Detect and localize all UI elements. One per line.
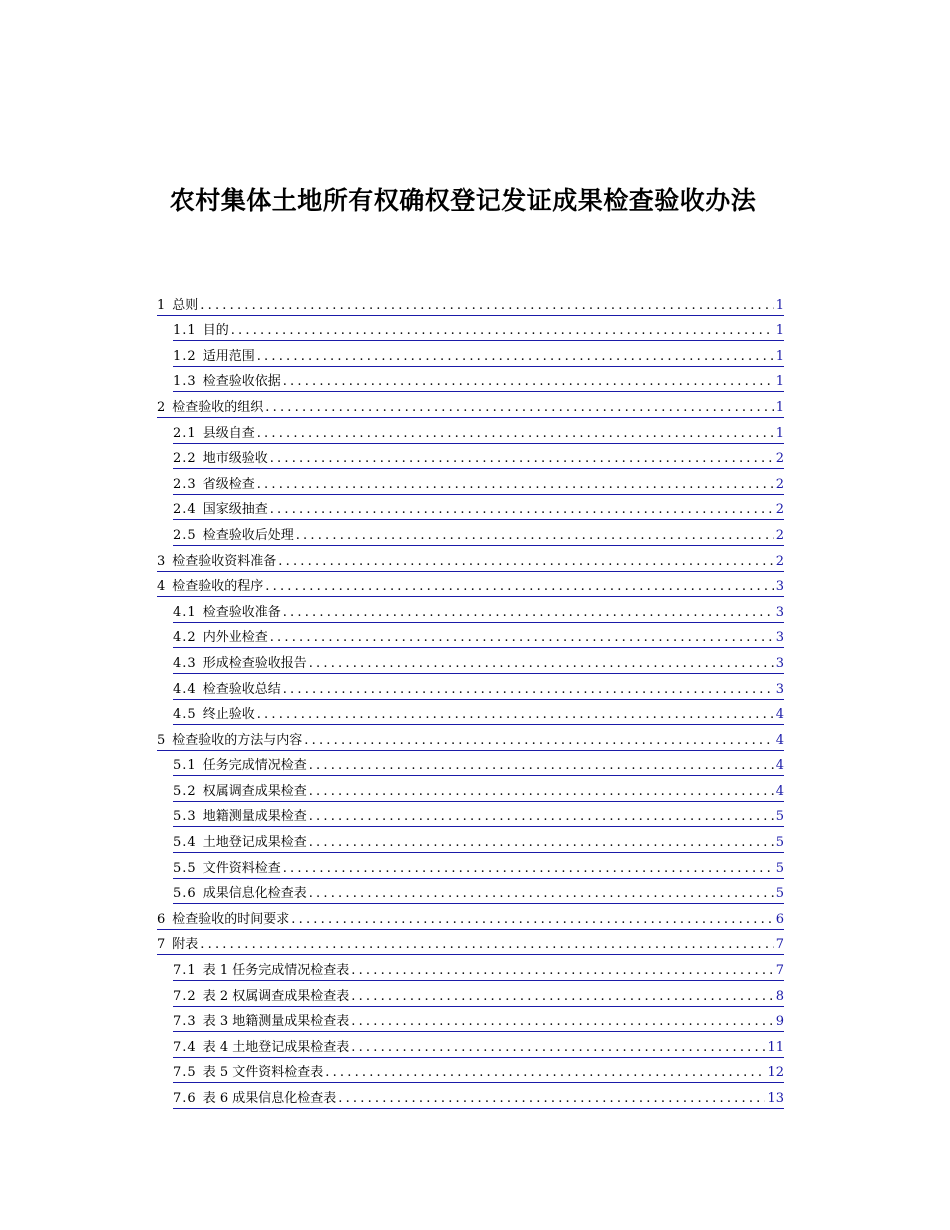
toc-page-number: 3 [775,655,784,671]
toc-entry-number: 4.2 [173,630,197,646]
toc-page-number: 3 [775,604,784,620]
toc-page-number: 12 [767,1065,784,1081]
toc-entry-number: 7.2 [173,988,197,1004]
toc-entry-number: 7.4 [173,1039,197,1055]
toc-entry-number: 1 [157,297,167,313]
toc-entry-number: 5.3 [173,809,197,825]
toc-entry-number: 1.2 [173,348,197,364]
toc-entry-number: 4.4 [173,681,197,697]
toc-entry[interactable] [157,572,784,598]
toc-entry-title: 适用范围 [202,348,255,364]
toc-dot-leader [309,886,774,902]
toc-entry-title: 目的 [202,323,229,339]
toc-dot-leader [296,528,774,544]
toc-entry-title: 县级自查 [202,425,255,441]
toc-entry-title: 权属调查成果检查 [202,783,307,799]
toc-entry[interactable] [173,495,784,521]
toc-page-number: 9 [775,1014,784,1030]
toc-dot-leader [257,707,774,723]
toc-dot-leader [351,989,773,1005]
toc-entry[interactable] [157,904,784,930]
toc-entry[interactable] [173,597,784,623]
toc-page-number: 1 [775,399,784,415]
toc-page-number: 13 [767,1091,784,1106]
toc-dot-leader [351,963,773,979]
toc-entry-number: 2.4 [173,502,197,518]
toc-entry-title: 表 1 任务完成情况检查表 [202,963,350,979]
toc-entry-number: 1.1 [173,323,197,339]
toc-dot-leader [270,451,774,467]
toc-dot-leader [351,1014,773,1030]
toc-entry-title: 检查验收依据 [202,374,281,390]
toc-entry[interactable] [157,290,784,316]
toc-entry-title: 检查验收的程序 [172,579,264,595]
toc-entry-title: 表 3 地籍测量成果检查表 [202,1014,350,1030]
toc-entry[interactable] [173,827,784,853]
toc-page-number: 1 [775,425,784,441]
toc-entry-number: 5.4 [173,835,197,851]
toc-entry[interactable] [173,1032,784,1058]
toc-entry-number: 7.5 [173,1065,197,1081]
toc-entry-title: 土地登记成果检查 [202,835,307,851]
toc-page-number: 4 [775,783,784,799]
toc-entry-title: 任务完成情况检查 [202,758,307,774]
toc-dot-leader [309,758,774,774]
toc-entry-title: 成果信息化检查表 [202,886,307,902]
toc-page-number: 1 [775,323,784,339]
toc-entry-number: 3 [157,553,167,569]
toc-entry[interactable] [173,623,784,649]
toc-entry[interactable] [173,776,784,802]
toc-entry[interactable] [173,341,784,367]
toc-entry-title: 检查验收总结 [202,681,281,697]
toc-dot-leader [291,912,773,928]
toc-entry-title: 省级检查 [202,476,255,492]
document-title: 农村集体土地所有权确权登记发证成果检查验收办法 [169,186,757,215]
toc-page-number: 2 [775,553,784,569]
toc-entry[interactable] [173,853,784,879]
toc-dot-leader [283,682,774,698]
toc-entry-title: 终止验收 [202,707,255,723]
toc-page-number: 5 [775,809,784,825]
toc-dot-leader [283,861,774,877]
toc-entry-number: 2.3 [173,476,197,492]
toc-entry[interactable] [173,316,784,342]
toc-dot-leader [309,784,774,800]
toc-entry-title: 内外业检查 [202,630,268,646]
toc-entry[interactable] [173,1058,784,1084]
toc-entry-number: 2.2 [173,451,197,467]
toc-entry-number: 6 [157,911,167,927]
toc-entry-number: 4.3 [173,655,197,671]
toc-dot-leader [283,605,774,621]
toc-entry-title: 总则 [172,297,199,313]
toc-page-number: 3 [775,630,784,646]
toc-page-number: 5 [775,886,784,902]
toc-entry[interactable] [173,520,784,546]
toc-entry-title: 检查验收后处理 [202,527,294,543]
toc-entry-title: 表 4 土地登记成果检查表 [202,1039,350,1055]
toc-page-number: 3 [775,681,784,697]
toc-entry-title: 表 6 成果信息化检查表 [202,1091,337,1106]
toc-dot-leader [309,809,774,825]
toc-entry-number: 7.6 [173,1091,197,1106]
toc-entry-number: 4.5 [173,707,197,723]
toc-entry-title: 地市级验收 [202,451,268,467]
toc-dot-leader [351,1040,765,1056]
toc-entry-title: 形成检查验收报告 [202,655,307,671]
toc-dot-leader [257,477,774,493]
toc-dot-leader [278,554,773,570]
toc-entry[interactable] [173,879,784,905]
toc-entry[interactable] [157,546,784,572]
toc-entry-title: 地籍测量成果检查 [202,809,307,825]
toc-entry[interactable] [173,648,784,674]
toc-entry[interactable] [173,955,784,981]
toc-entry-number: 7.1 [173,963,197,979]
toc-entry-title: 表 2 权属调查成果检查表 [202,988,350,1004]
toc-dot-leader [200,298,773,314]
toc-entry[interactable] [173,751,784,777]
toc-page-number: 6 [775,911,784,927]
toc-dot-leader [338,1091,765,1107]
toc-entry-number: 2.5 [173,527,197,543]
toc-dot-leader [257,426,774,442]
toc-entry[interactable] [173,802,784,828]
toc-entry-title: 文件资料检查 [202,860,281,876]
toc-page-number: 2 [775,451,784,467]
toc-page-number: 2 [775,527,784,543]
toc-dot-leader [309,835,774,851]
toc-entry[interactable] [173,981,784,1007]
toc-entry[interactable] [173,367,784,393]
toc-dot-leader [270,502,774,518]
toc-entry[interactable] [173,444,784,470]
toc-dot-leader [325,1065,765,1081]
toc-entry-number: 7.3 [173,1014,197,1030]
toc-page-number: 11 [767,1039,784,1055]
toc-page-number: 2 [775,502,784,518]
toc-entry-number: 5.1 [173,758,197,774]
toc-page-number: 5 [775,860,784,876]
toc-entry-number: 5.5 [173,860,197,876]
toc-entry-number: 5 [157,732,167,748]
toc-page-number: 5 [775,835,784,851]
toc-page-number: 1 [775,297,784,313]
toc-page-number: 1 [775,348,784,364]
toc-entry-number: 4 [157,579,167,595]
toc-entry-title: 表 5 文件资料检查表 [202,1065,324,1081]
toc-dot-leader [265,579,773,595]
toc-dot-leader [304,733,773,749]
toc-page-number: 8 [775,988,784,1004]
toc-entry-title: 检查验收的组织 [172,399,264,415]
toc-entry[interactable] [173,418,784,444]
toc-page-number: 1 [775,374,784,390]
toc-entry[interactable] [157,725,784,751]
toc-entry-title: 检查验收的方法与内容 [172,732,303,748]
toc-entry-number: 2.1 [173,425,197,441]
toc-entry[interactable] [173,469,784,495]
toc-dot-leader [200,937,773,953]
toc-entry-title: 国家级抽查 [202,502,268,518]
toc-entry-title: 检查验收的时间要求 [172,911,290,927]
toc-page-number: 4 [775,732,784,748]
toc-page-number: 7 [775,937,784,953]
toc-entry-number: 1.3 [173,374,197,390]
toc-page-number: 3 [775,579,784,595]
toc-entry-title: 检查验收资料准备 [172,553,277,569]
toc-entry-number: 5.6 [173,886,197,902]
toc-entry-number: 5.2 [173,783,197,799]
toc-entry-number: 2 [157,399,167,415]
toc-entry-title: 检查验收准备 [202,604,281,620]
toc-page-number: 7 [775,963,784,979]
toc-entry[interactable] [173,674,784,700]
table-of-contents [157,290,784,1109]
toc-dot-leader [283,374,774,390]
toc-page-number: 4 [775,758,784,774]
toc-entry-number: 7 [157,937,167,953]
toc-dot-leader [257,349,774,365]
toc-entry[interactable] [173,700,784,726]
toc-dot-leader [265,400,773,416]
toc-entry-number: 4.1 [173,604,197,620]
toc-entry[interactable] [157,930,784,956]
toc-dot-leader [231,323,774,339]
toc-page-number: 2 [775,476,784,492]
toc-dot-leader [270,630,774,646]
toc-entry-title: 附表 [172,937,199,953]
toc-entry[interactable] [157,392,784,418]
toc-dot-leader [309,656,774,672]
toc-entry[interactable] [173,1007,784,1033]
toc-page-number: 4 [775,707,784,723]
toc-entry[interactable] [173,1083,784,1109]
